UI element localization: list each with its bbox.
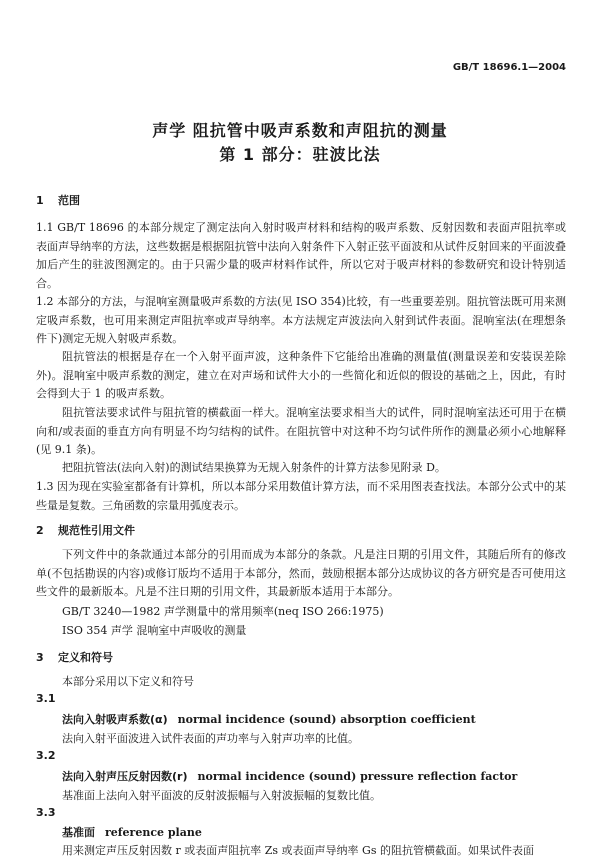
reference-iso-354: ISO 354 声学 混响室中声吸收的测量 (62, 624, 247, 637)
section-title: 范围 (58, 194, 80, 207)
document-subtitle: 第 1 部分：驻波比法 (219, 145, 381, 164)
term-english: normal incidence (sound) pressure reflection factor (197, 770, 518, 783)
section-title: 定义和符号 (58, 651, 113, 664)
term-chinese: 基准面 (62, 826, 95, 839)
term-chinese: 法向入射声压反射因数(r) (62, 770, 188, 783)
term-english: normal incidence (sound) absorption coefficient (177, 713, 476, 726)
section-number: 1 (36, 194, 44, 207)
section-number: 3 (36, 651, 44, 664)
definition-text: 基准面上法向入射平面波的反射波振幅与入射波振幅的复数比值。 (62, 789, 381, 802)
section-heading-normative-references (36, 522, 135, 538)
document-title: 声学 阻抗管中吸声系数和声阻抗的测量 (152, 121, 448, 140)
paragraph-1-2: 1.2 本部分的方法，与混响室测量吸声系数的方法(见 ISO 354)比较，有一些重要差别。阻抗管法既可用来测定吸声系数，也可用来测定声阻抗率或声导纳率。本方法规定声波法向入射到试件表面。混响室法(在理想条件下)测定无规入射吸声系数。 (36, 295, 566, 345)
definition-number: 3.2 (36, 749, 56, 762)
paragraph-2: 下列文件中的条款通过本部分的引用而成为本部分的条款。凡是注日期的引用文件，其随后所有的修改单(不包括勘误的内容)或修订版均不适用于本部分，然而，鼓励根据本部分达成协议的各方研究是否可使用这些文件的最新版本。凡是不注日期的引用文件，其最新版本适用于本部分。 (36, 548, 566, 598)
definition-text: 法向入射平面波进入试件表面的声功率与入射声功率的比值。 (62, 732, 359, 745)
section-heading-definitions (36, 649, 113, 665)
section-number: 2 (36, 524, 44, 537)
section-heading-scope (36, 192, 80, 208)
paragraph-1-3: 1.3 因为现在实验室都备有计算机，所以本部分采用数值计算方法，而不采用图表查找法。本部分公式中的某些量是复数。三角函数的宗量用弧度表示。 (36, 480, 566, 512)
term-reflection-factor (62, 768, 517, 784)
definition-text: 用来测定声压反射因数 r 或表面声阻抗率 Zs 或表面声导纳率 Gs 的阻抗管横截面。如果试件表面 (62, 844, 534, 857)
standard-number: GB/T 18696.1—2004 (452, 62, 566, 73)
section-title: 规范性引用文件 (58, 524, 135, 537)
definitions-intro: 本部分采用以下定义和符号 (62, 675, 194, 688)
paragraph-1-2-d: 把阻抗管法(法向入射)的测试结果换算为无规入射条件的计算方法参见附录 D。 (62, 461, 446, 474)
term-reference-plane (62, 824, 202, 840)
reference-gb-t-3240: GB/T 3240—1982 声学测量中的常用频率(neq ISO 266:1975) (62, 605, 384, 618)
term-english: reference plane (105, 826, 202, 839)
term-absorption-coefficient (62, 711, 476, 727)
definition-number: 3.1 (36, 692, 56, 705)
definition-number: 3.3 (36, 806, 56, 819)
paragraph-1-2-b: 阻抗管法的根据是存在一个入射平面声波，这种条件下它能给出准确的测量值(测量误差和安装误差除外)。混响室中吸声系数的测定，建立在对声场和试件大小的一些简化和近似的假设的基础之上，因此，有时会得到大于 1 的吸声系数。 (36, 350, 566, 400)
term-chinese: 法向入射吸声系数(α) (62, 713, 168, 726)
paragraph-1-1: 1.1 GB/T 18696 的本部分规定了测定法向入射时吸声材料和结构的吸声系数、反射因数和表面声阻抗率或表面声导纳率的方法，这些数据是根据阻抗管中法向入射条件下入射正弦平面波和从试件反射回来的平面波叠加后产生的驻波图测定的。由于只需少量的吸声材料作试件，所以它对于吸声材料的参数研究和设计特别适合。 (36, 221, 566, 290)
paragraph-1-2-c: 阻抗管法要求试件与阻抗管的横截面一样大。混响室法要求相当大的试件，同时混响室法还可用于在横向和/或表面的垂直方向有明显不均匀结构的试件。在阻抗管中对这种不均匀试件所作的测量必须小心地解释(见 9.1 条)。 (36, 406, 566, 456)
